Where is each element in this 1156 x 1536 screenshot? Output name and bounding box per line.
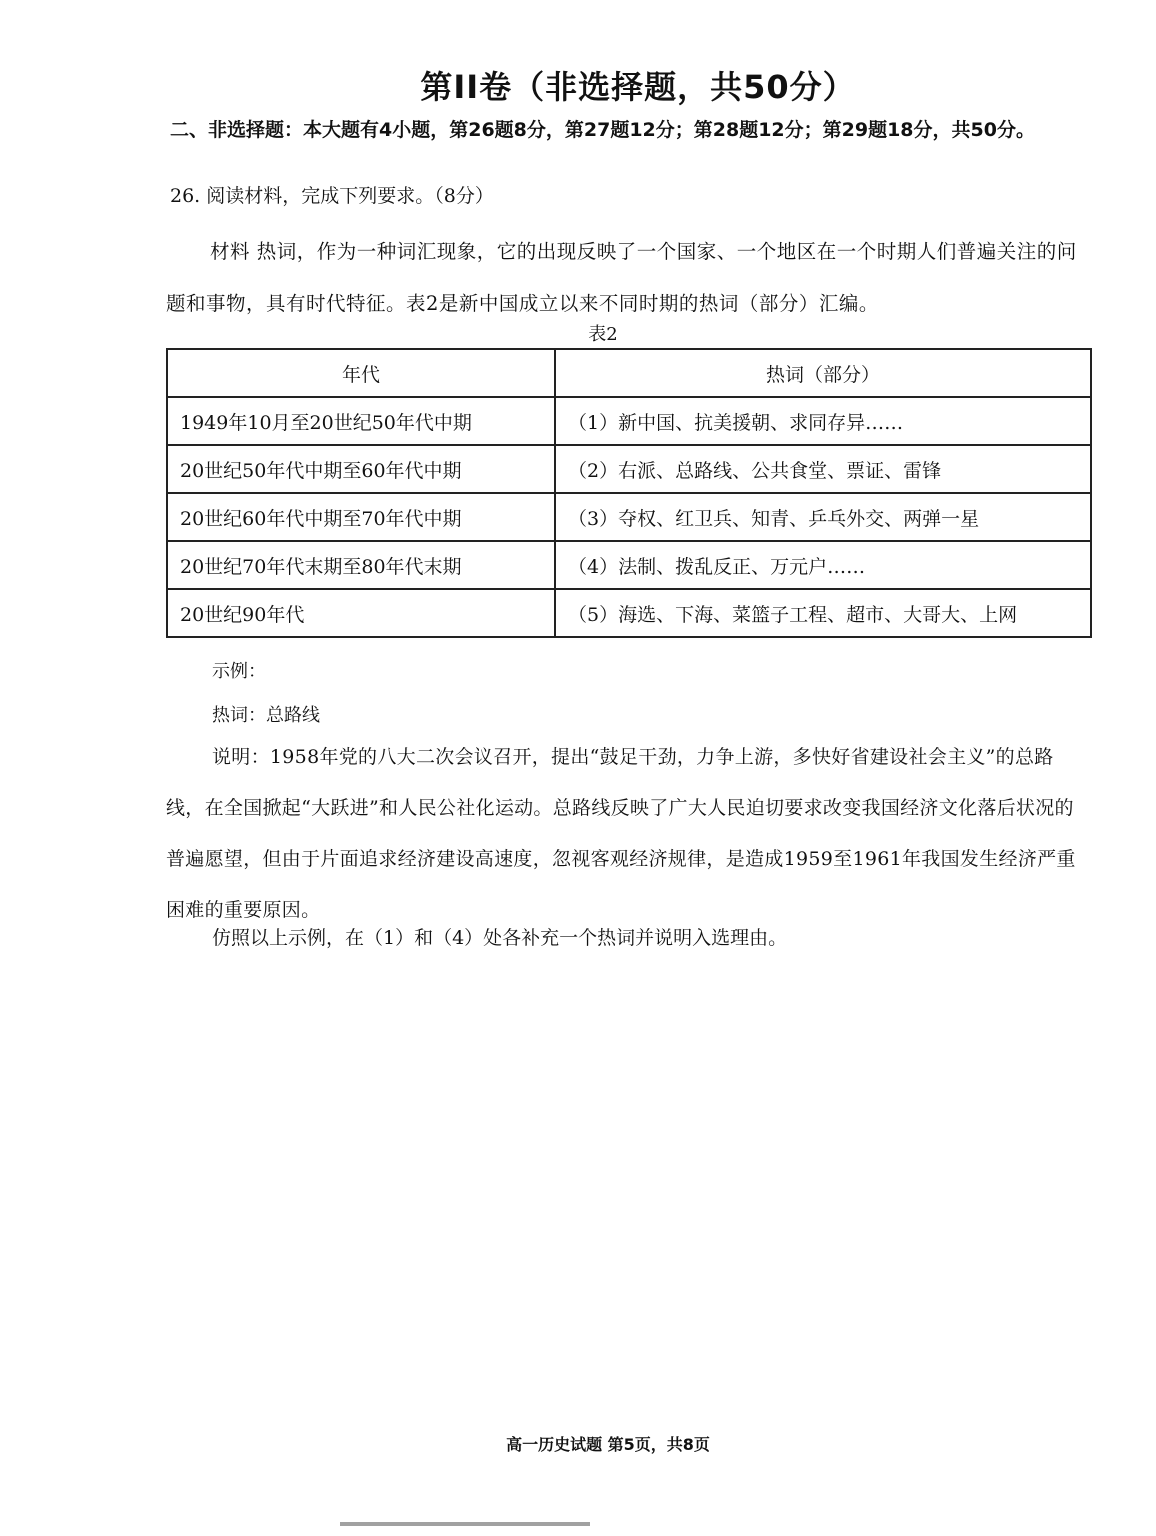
example-label: 示例：	[212, 661, 266, 682]
table-row	[167, 493, 1091, 541]
table-cell-hot-words: （3）夺权、红卫兵、知青、乒乓外交、两弹一星	[555, 493, 1091, 541]
table-header-row	[167, 349, 1091, 397]
hot-words-table	[166, 348, 1092, 638]
example-word: 热词：总路线	[212, 705, 320, 726]
table-cell-hot-words: （5）海选、下海、菜篮子工程、超市、大哥大、上网	[555, 589, 1091, 637]
question-task: 仿照以上示例，在（1）和（4）处各补充一个热词并说明入选理由。	[212, 927, 788, 949]
table-header-era: 年代	[167, 349, 555, 397]
example-block	[212, 650, 320, 738]
table-cell-era: 1949年10月至20世纪50年代中期	[167, 397, 555, 445]
section-instructions: 二、非选择题：本大题有4小题，第26题8分，第27题12分；第28题12分；第29题18分，共50分。	[170, 119, 1035, 141]
table-cell-hot-words: （1）新中国、抗美援朝、求同存异……	[555, 397, 1091, 445]
table-cell-era: 20世纪70年代末期至80年代末期	[167, 541, 555, 589]
table-cell-era: 20世纪50年代中期至60年代中期	[167, 445, 555, 493]
question-heading: 26. 阅读材料，完成下列要求。（8分）	[170, 185, 494, 207]
table-caption: 表2	[588, 324, 618, 345]
table-header-hot-words: 热词（部分）	[555, 349, 1091, 397]
page-footer: 高一历史试题 第5页，共8页	[506, 1435, 710, 1454]
section-title: 第II卷（非选择题，共50分）	[420, 68, 856, 106]
table-row	[167, 445, 1091, 493]
scan-artifact	[340, 1522, 590, 1526]
table-row	[167, 541, 1091, 589]
table-cell-hot-words: （4）法制、拨乱反正、万元户……	[555, 541, 1091, 589]
table-row	[167, 589, 1091, 637]
table-cell-hot-words: （2）右派、总路线、公共食堂、票证、雷锋	[555, 445, 1091, 493]
table-cell-era: 20世纪60年代中期至70年代中期	[167, 493, 555, 541]
table-cell-era: 20世纪90年代	[167, 589, 555, 637]
question-material: 材料 热词，作为一种词汇现象，它的出现反映了一个国家、一个地区在一个时期人们普遍关注的问题和事物，具有时代特征。表2是新中国成立以来不同时期的热词（部分）汇编。	[166, 240, 1077, 315]
example-explanation: 说明：1958年党的八大二次会议召开，提出“鼓足干劲，力争上游，多快好省建设社会主义”的总路线，在全国掀起“大跃进”和人民公社化运动。总路线反映了广大人民迫切要求改变我国经济文化落后状况的普遍愿望，但由于片面追求经济建设高速度，忽视客观经济规律，是造成1959至1961年我国发生经济严重困难的重要原因。	[166, 746, 1076, 921]
table-row	[167, 397, 1091, 445]
